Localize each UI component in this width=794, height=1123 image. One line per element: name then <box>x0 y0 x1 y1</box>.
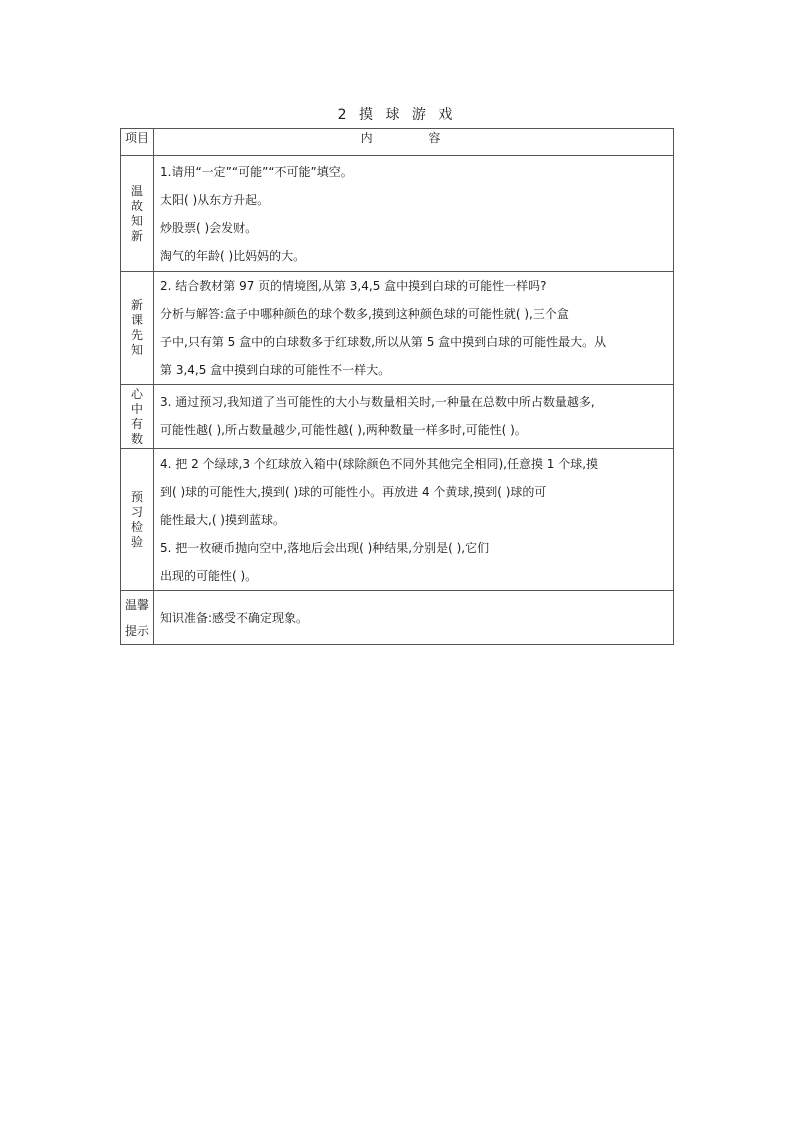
header-item: 项目 <box>121 129 154 156</box>
content-line: 分析与解答:盒子中哪种颜色的球个数多,摸到这种颜色球的可能性就( ),三个盒 <box>160 307 569 321</box>
row-content <box>154 272 674 385</box>
content-line: 子中,只有第 5 盒中的白球数多于红球数,所以从第 5 盒中摸到白球的可能性最大。从 <box>160 335 607 349</box>
worksheet-table <box>120 128 674 645</box>
content-line: 3. 通过预习,我知道了当可能性的大小与数量相关时,一种量在总数中所占数量越多, <box>160 395 595 409</box>
header-content: 内 容 <box>154 129 674 156</box>
content-line: 能性最大,( )摸到蓝球。 <box>160 513 285 527</box>
row-content <box>154 385 674 449</box>
row-label-xinke: 新课先知 <box>130 298 143 357</box>
content-line: 太阳( )从东方升起。 <box>160 193 270 207</box>
table-row <box>121 156 674 272</box>
row-label-wengu: 温故知新 <box>130 183 143 243</box>
content-line: 5. 把一枚硬币抛向空中,落地后会出现( )种结果,分别是( ),它们 <box>160 541 490 555</box>
table-row <box>121 449 674 591</box>
table-header-row <box>121 129 674 156</box>
row-label-tip: 温馨提示 <box>124 597 149 638</box>
content-line: 1.请用“一定”“可能”“不可能”填空。 <box>160 165 353 179</box>
content-line: 4. 把 2 个绿球,3 个红球放入箱中(球除颜色不同外其他完全相同),任意摸 1 个球,摸 <box>160 457 599 471</box>
row-label-xinzhong: 心中有数 <box>130 386 143 446</box>
content-line: 可能性越( ),所占数量越少,可能性越( ),两种数量一样多时,可能性( )。 <box>160 423 527 437</box>
page-title: 2 摸 球 游 戏 <box>337 107 457 123</box>
row-content <box>154 156 674 272</box>
content-line: 淘气的年龄( )比妈妈的大。 <box>160 249 306 263</box>
content-line: 到( )球的可能性大,摸到( )球的可能性小。再放进 4 个黄球,摸到( )球的可 <box>160 485 547 499</box>
row-content <box>154 591 674 645</box>
row-label-yuxi: 预习检验 <box>130 489 143 549</box>
table-row <box>121 272 674 385</box>
table-row <box>121 591 674 645</box>
content-line: 炒股票( )会发财。 <box>160 221 258 235</box>
content-line: 知识准备:感受不确定现象。 <box>160 610 309 625</box>
content-line: 出现的可能性( )。 <box>160 569 258 583</box>
row-content <box>154 449 674 591</box>
content-line: 2. 结合教材第 97 页的情境图,从第 3,4,5 盒中摸到白球的可能性一样吗? <box>160 279 547 293</box>
table-row <box>121 385 674 449</box>
content-line: 第 3,4,5 盒中摸到白球的可能性不一样大。 <box>160 363 391 377</box>
